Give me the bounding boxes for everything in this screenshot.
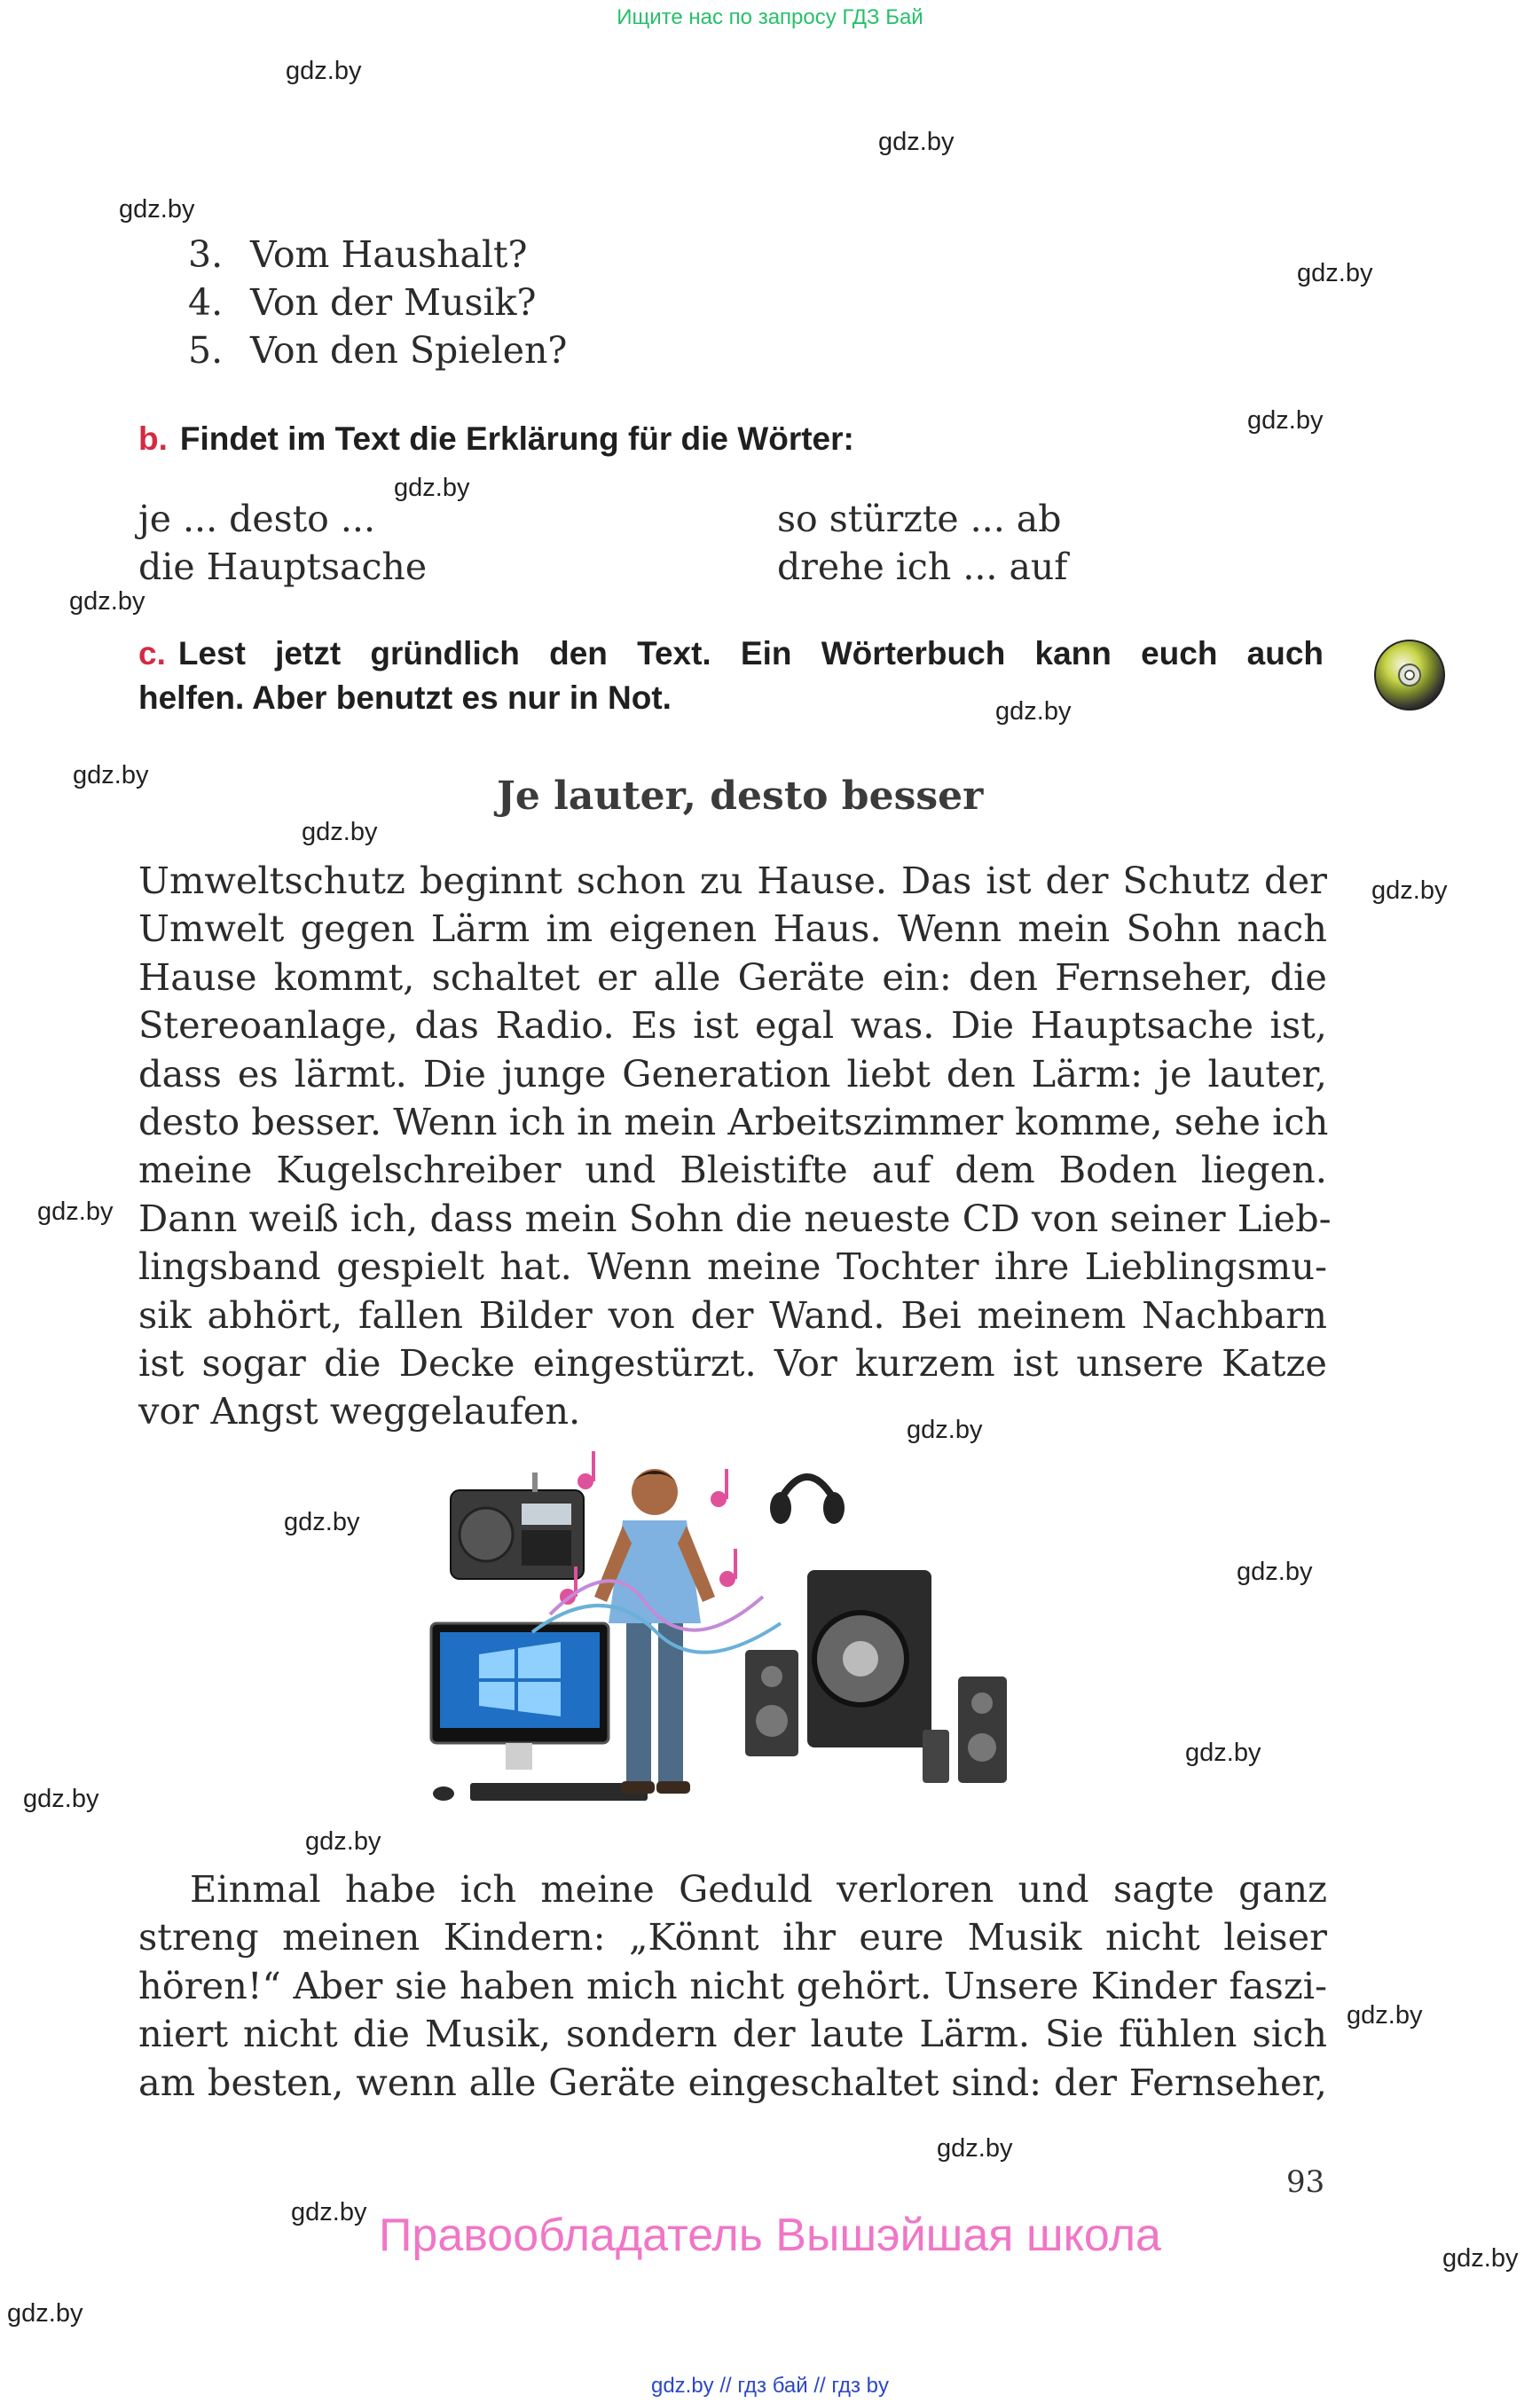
task-text: Findet im Text die Erklärung für die Wörter: <box>179 420 854 457</box>
words-left <box>138 495 427 591</box>
computer-icon <box>431 1623 648 1801</box>
watermark: gdz.by <box>73 761 149 789</box>
words-right <box>777 495 1067 591</box>
watermark: gdz.by <box>37 1198 114 1226</box>
text-line: sik abhört, fallen Bilder von der Wand. Bei meinem Nachbarn <box>138 1292 1327 1337</box>
task-text-line: helfen. Aber benutzt es nur in Not. <box>138 679 672 716</box>
watermark: gdz.by <box>1237 1558 1313 1586</box>
text-line: Umweltschutz beginnt schon zu Hause. Das ist der Schutz der <box>138 859 1327 902</box>
bottom-links[interactable]: gdz.by // гдз бай // гдз by <box>650 2374 890 2398</box>
watermark: gdz.by <box>1247 406 1324 435</box>
copyright-notice: Правообладатель Вышэйшая школа <box>379 2210 1161 2261</box>
illustration-boy-with-devices <box>426 1446 1029 1818</box>
text-line: lingsband gespielt hat. Wenn meine Tochter ihre Lieblingsmu- <box>138 1245 1327 1289</box>
article-paragraph-2 <box>138 1865 1327 2107</box>
article-paragraph-1 <box>138 857 1332 1436</box>
watermark: gdz.by <box>119 195 195 224</box>
text-line: niert nicht die Musik, sondern der laute Lärm. Sie fühlen sich <box>138 2012 1327 2056</box>
cd-icon <box>1373 639 1446 711</box>
watermark: gdz.by <box>1185 1739 1261 1767</box>
text-line: Einmal habe ich meine Geduld verloren und sagte ganz <box>190 1867 1327 1911</box>
watermark: gdz.by <box>878 128 955 156</box>
watermark: gdz.by <box>305 1827 381 1856</box>
watermark: gdz.by <box>907 1416 983 1444</box>
watermark: gdz.by <box>1297 259 1373 287</box>
text-line: Dann weiß ich, dass mein Sohn die neueste CD von seiner Lieb- <box>138 1196 1332 1240</box>
watermark: gdz.by <box>937 2134 1013 2163</box>
watermark: gdz.by <box>302 818 378 846</box>
question-item: 4. Von der Musik? <box>188 281 537 324</box>
watermark: gdz.by <box>291 2198 367 2226</box>
task-letter: b. <box>138 420 168 457</box>
text-line: Hause kommt, schaltet er alle Geräte ein: den Fernseher, die <box>138 954 1327 999</box>
article-title: Je lauter, desto besser <box>497 774 984 819</box>
text-line: meine Kugelschreiber und Bleistifte auf dem Boden liegen. <box>138 1148 1327 1192</box>
text-line: Stereoanlage, das Radio. Es ist egal was. Die Hauptsache ist, <box>138 1003 1327 1048</box>
word-item: die Hauptsache <box>138 546 428 588</box>
watermark: gdz.by <box>1442 2244 1519 2273</box>
watermark: gdz.by <box>23 1785 99 1813</box>
question-item: 3. Vom Haushalt? <box>188 233 528 276</box>
task-letter: c. <box>138 635 166 671</box>
text-line: streng meinen Kindern: „Könnt ihr eure Musik nicht leiser <box>138 1915 1327 1959</box>
question-item: 5. Von den Spielen? <box>188 329 568 372</box>
text-line: dass es lärmt. Die junge Generation liebt den Lärm: je lauter, <box>138 1051 1327 1095</box>
task-c <box>138 632 1324 720</box>
radio-icon <box>451 1472 584 1579</box>
headphones-icon <box>770 1477 845 1524</box>
word-item: so stürzte ... ab <box>777 498 1062 540</box>
task-text-line: Lest jetzt gründlich den Text. Ein Wörterbuch kann euch auch <box>177 635 1324 671</box>
text-line: Umwelt gegen Lärm im eigenen Haus. Wenn mein Sohn nach <box>138 907 1327 951</box>
watermark: gdz.by <box>7 2299 83 2328</box>
word-item: je ... desto ... <box>138 498 375 540</box>
text-line: am besten, wenn alle Geräte eingeschaltet sind: der Fernseher, <box>138 2060 1327 2104</box>
watermark: gdz.by <box>69 587 145 616</box>
word-item: drehe ich ... auf <box>777 546 1068 588</box>
watermark: gdz.by <box>394 474 470 502</box>
watermark: gdz.by <box>286 57 362 85</box>
text-line: ist sogar die Decke eingestürzt. Vor kurzem ist unsere Katze <box>138 1341 1327 1386</box>
text-line: desto besser. Wenn ich in mein Arbeitszimmer komme, sehe ich <box>138 1100 1329 1144</box>
watermark: gdz.by <box>1371 876 1448 905</box>
page-number: 93 <box>1286 2164 1325 2200</box>
speaker-system-icon <box>745 1570 1007 1783</box>
question-list <box>188 231 567 374</box>
task-b <box>138 420 854 458</box>
top-banner: Ищите нас по запросу ГДЗ Бай <box>617 5 923 29</box>
watermark: gdz.by <box>995 697 1072 726</box>
watermark: gdz.by <box>1347 2001 1423 2030</box>
text-line: hören!“ Aber sie haben mich nicht gehört. Unsere Kinder faszi- <box>138 1963 1327 2007</box>
watermark: gdz.by <box>284 1508 360 1536</box>
text-line: vor Angst weggelaufen. <box>138 1389 581 1433</box>
